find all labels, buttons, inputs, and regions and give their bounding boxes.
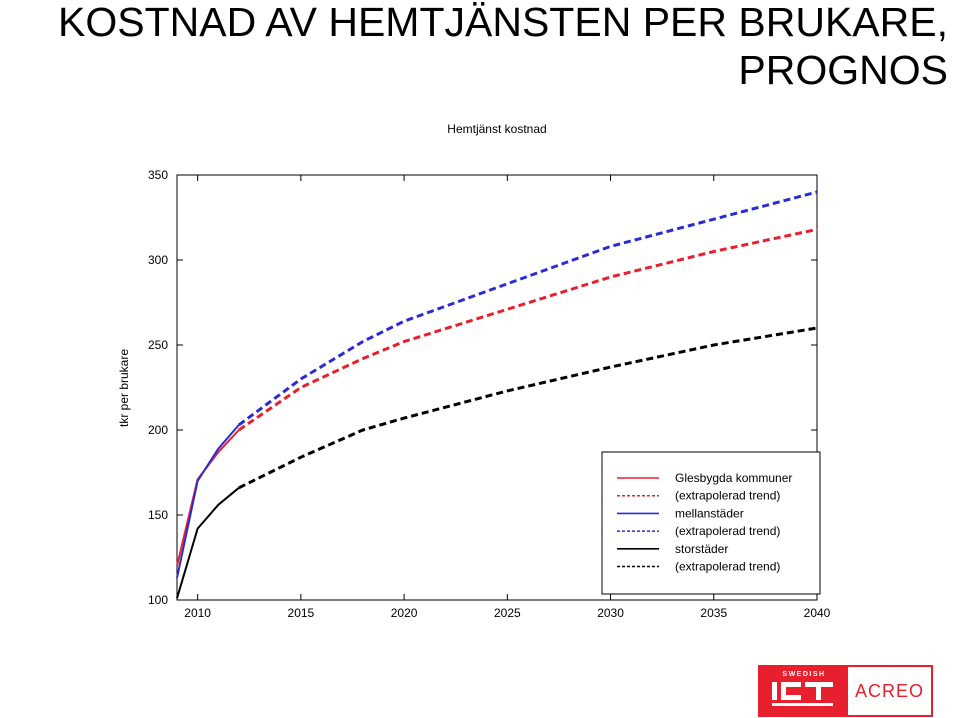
y-tick-label-5: 350 [147, 168, 168, 182]
legend-label-3: (extrapolerad trend) [675, 524, 781, 539]
y-tick-label-1: 150 [147, 508, 168, 522]
series-line-0 [177, 430, 239, 566]
legend-label-2: mellanstäder [675, 506, 744, 521]
series-line-4 [177, 488, 239, 599]
x-tick-label-6: 2040 [803, 606, 831, 620]
x-tick-label-3: 2025 [493, 606, 521, 620]
legend-label-5: (extrapolerad trend) [675, 559, 781, 574]
x-tick-label-4: 2030 [597, 606, 624, 620]
x-tick-label-2: 2020 [390, 606, 418, 620]
slide-title-line-1: KOSTNAD AV HEMTJÄNSTEN PER BRUKARE, [57, 0, 948, 45]
logo-swedish-text: SWEDISH [782, 671, 826, 678]
legend-label-4: storstäder [675, 541, 729, 556]
ict-logo-mark-icon [772, 681, 836, 711]
series-line-3 [239, 192, 817, 425]
series-line-2 [177, 425, 239, 578]
y-tick-label-4: 300 [147, 253, 168, 267]
legend-label-1: (extrapolerad trend) [675, 488, 781, 503]
slide-title-line-2: PROGNOS [738, 47, 948, 93]
series-line-1 [239, 229, 817, 430]
logo-red-block [760, 667, 848, 715]
swedish-ict-acreo-logo [758, 665, 933, 717]
x-tick-label-0: 2010 [184, 606, 211, 620]
x-tick-label-5: 2035 [700, 606, 728, 620]
x-tick-label-1: 2015 [287, 606, 315, 620]
y-tick-label-3: 250 [147, 338, 168, 352]
y-tick-label-0: 100 [147, 593, 168, 607]
y-axis-label: tkr per brukare [117, 348, 131, 428]
y-tick-label-2: 200 [147, 423, 168, 437]
chart-title: Hemtjänst kostnad [447, 122, 547, 136]
legend-label-0: Glesbygda kommuner [675, 471, 793, 485]
logo-acreo-text: ACREO [854, 680, 924, 701]
legend [602, 452, 820, 594]
